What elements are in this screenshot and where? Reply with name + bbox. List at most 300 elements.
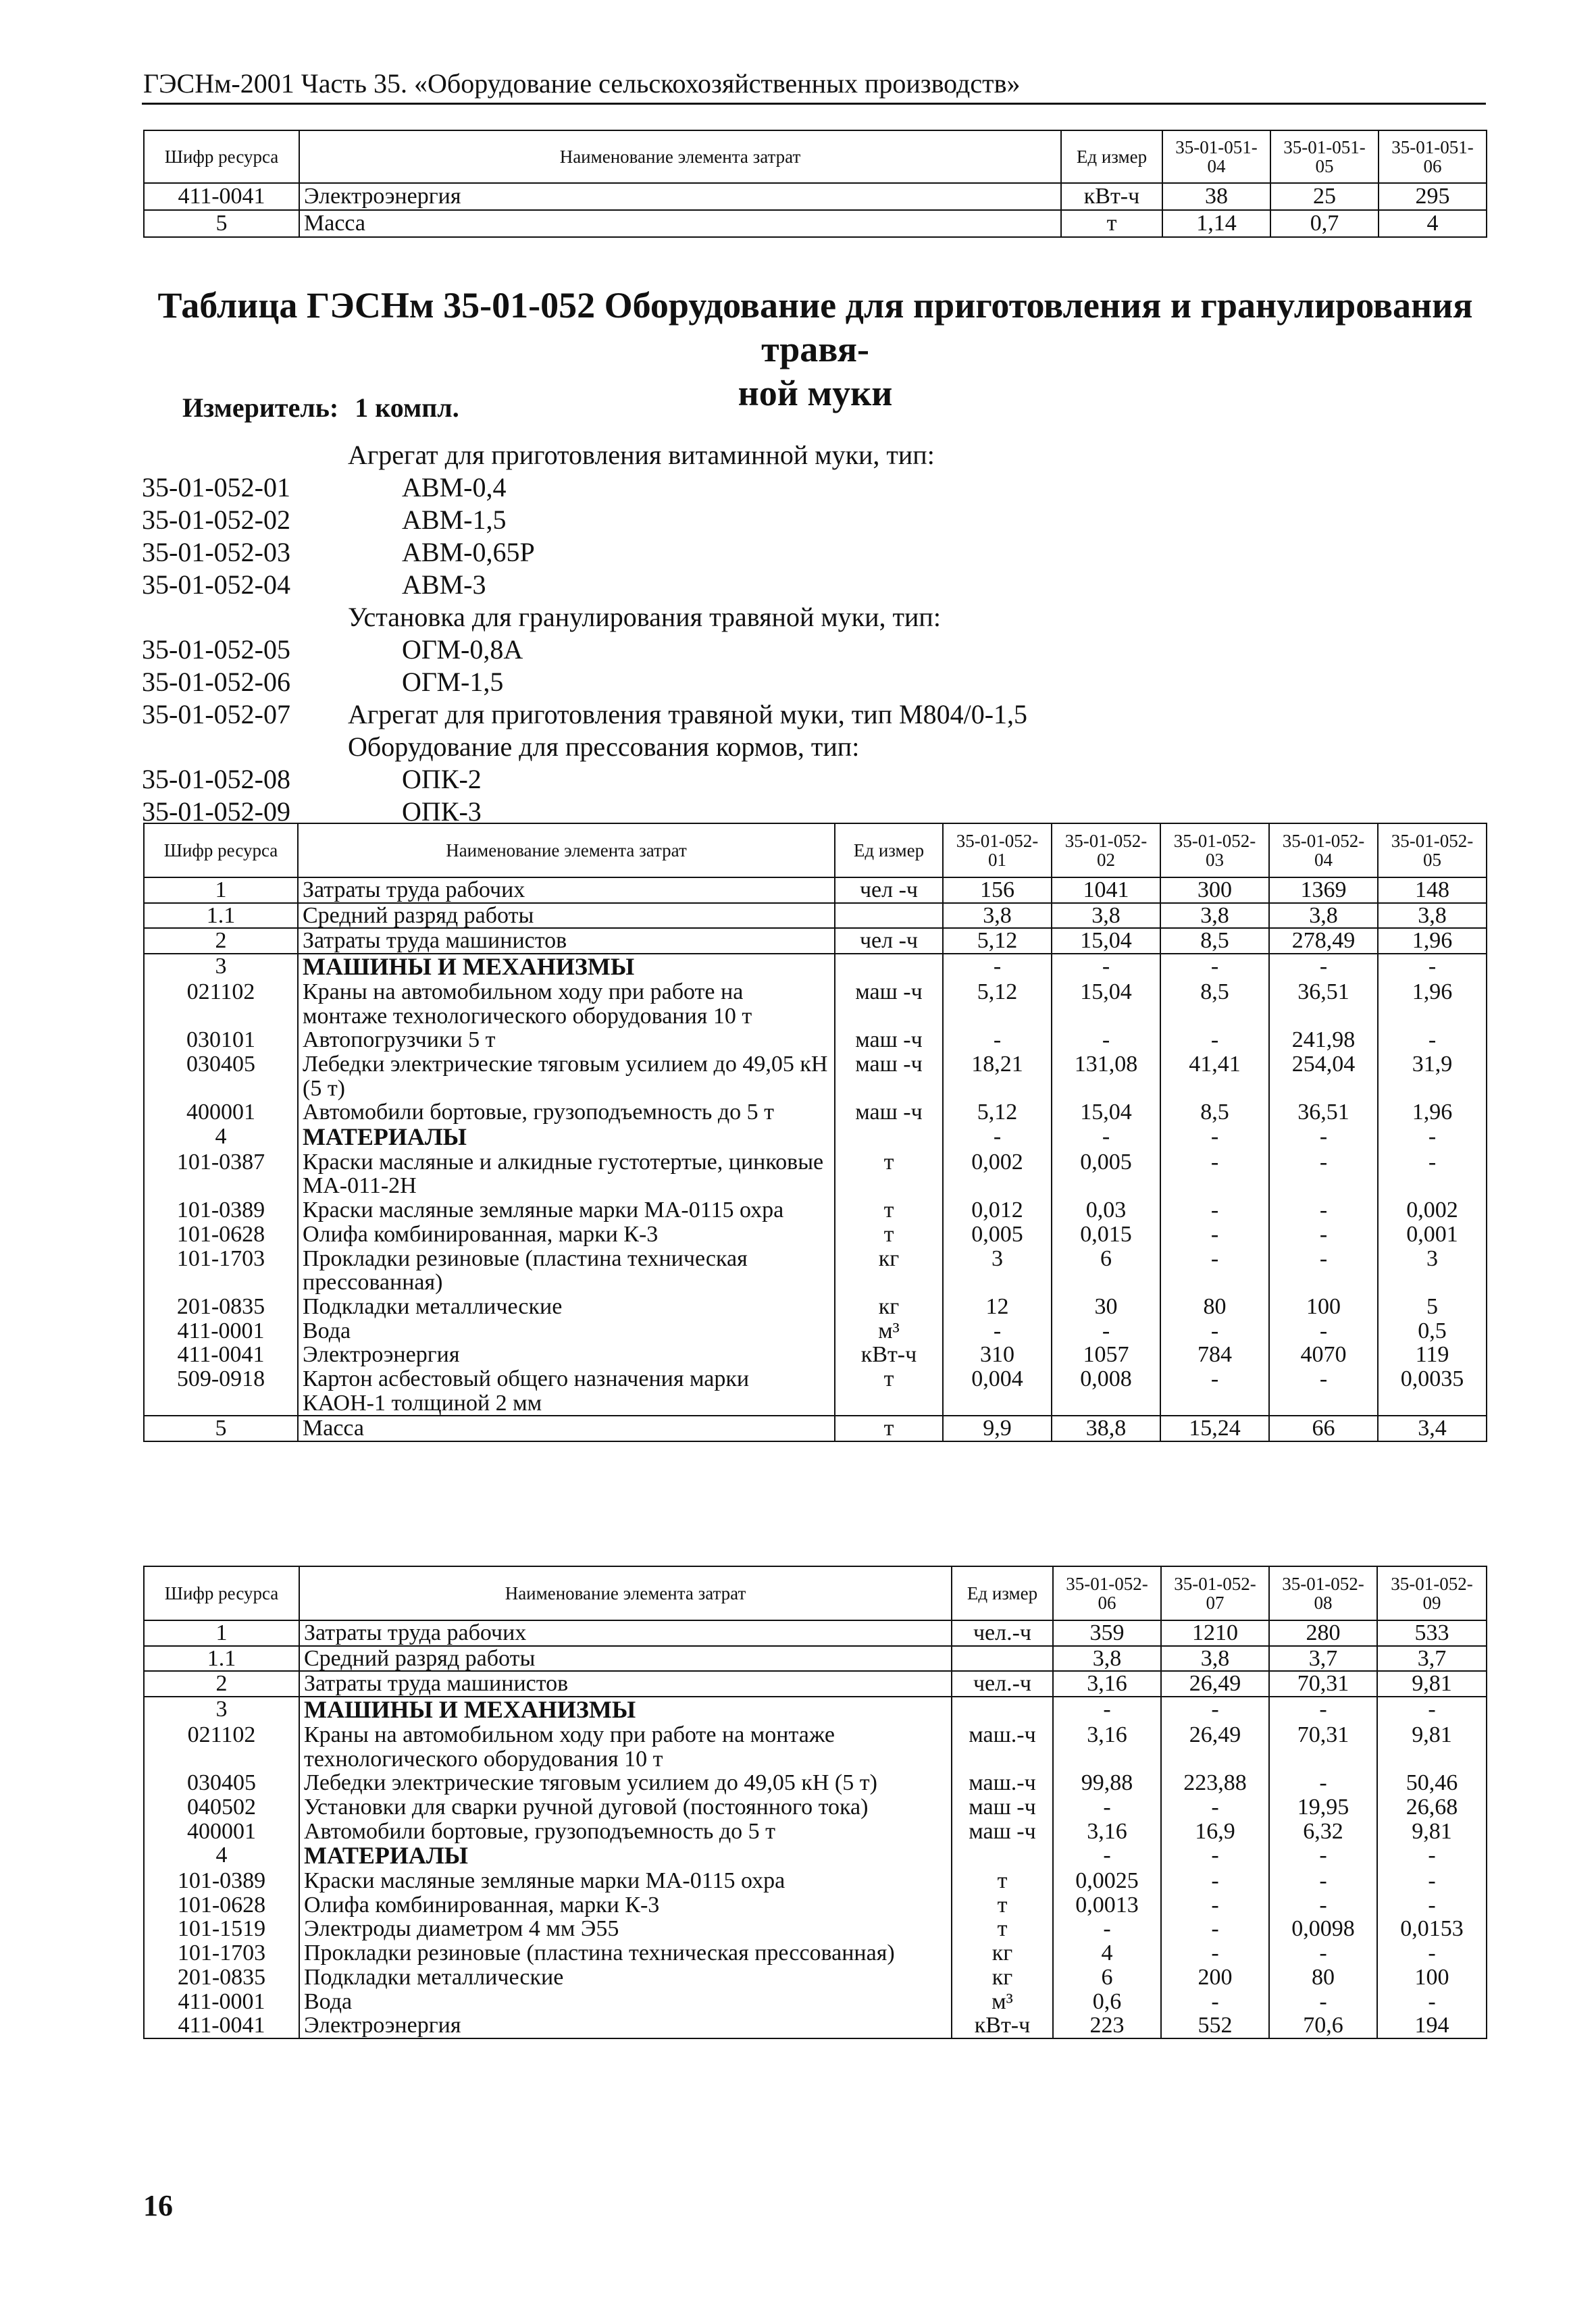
resource-value: 41,41 — [1160, 1052, 1269, 1100]
resource-value: - — [1161, 1917, 1269, 1941]
table-row — [144, 1893, 1487, 1918]
table-row — [144, 1319, 1487, 1343]
resource-code: 101-0389 — [144, 1198, 298, 1223]
col-unit-header: Eд измер — [952, 1566, 1053, 1620]
resource-value: 0,5 — [1378, 1319, 1487, 1343]
resource-value: - — [1161, 1990, 1269, 2014]
resource-value: - — [1269, 1198, 1378, 1223]
resource-name: Олифа комбинированная, марки К-3 — [299, 1893, 952, 1918]
resource-value: 3,16 — [1053, 1820, 1161, 1844]
page-number: 16 — [143, 2189, 173, 2222]
resource-value: - — [1052, 1319, 1160, 1343]
resource-unit: т — [952, 1869, 1053, 1893]
resource-value: - — [1053, 1917, 1161, 1941]
section-title: МАТЕРИАЛЫ — [299, 1843, 952, 1869]
item-text: ОГМ-0,8А — [402, 634, 523, 665]
resource-value: - — [1053, 1843, 1161, 1869]
resource-value: - — [1161, 1843, 1269, 1869]
table-row — [144, 1100, 1487, 1125]
resource-value: 6,32 — [1269, 1820, 1377, 1844]
col-unit-header: Ед измер — [835, 823, 943, 877]
resource-value: - — [1160, 1247, 1269, 1295]
resource-value: 31,9 — [1378, 1052, 1487, 1100]
resource-value: 99,88 — [1053, 1771, 1161, 1795]
resource-unit: кг — [835, 1295, 943, 1319]
resource-name: Средний разряд работы — [298, 903, 835, 929]
table-row — [144, 980, 1487, 1028]
table-row — [144, 1965, 1487, 1990]
col-code-header: Шифр ресурса — [144, 1566, 299, 1620]
table-row — [144, 1295, 1487, 1319]
resource-unit: маш -ч — [835, 1052, 943, 1100]
resource-value: - — [1269, 1771, 1377, 1795]
resource-value: 4 — [1053, 1941, 1161, 1965]
resource-name: Масса — [299, 210, 1061, 237]
resource-value: 16,9 — [1161, 1820, 1269, 1844]
resource-value: 0,0035 — [1378, 1367, 1487, 1416]
resource-value: 5,12 — [943, 928, 1052, 954]
resource-value: - — [1052, 1125, 1160, 1150]
resource-value: - — [1269, 1990, 1377, 2014]
resource-value: 552 — [1161, 2013, 1269, 2038]
resource-value: - — [1269, 1367, 1378, 1416]
section-title: МАШИНЫ И МЕХАНИЗМЫ — [299, 1697, 952, 1723]
resource-name: Прокладки резиновые (пластина техническая прессованная) — [298, 1247, 835, 1295]
resource-value: 70,31 — [1269, 1723, 1377, 1771]
resource-code: 3 — [144, 1697, 299, 1723]
resource-unit: кВт-ч — [952, 2013, 1053, 2038]
resource-unit: чел.-ч — [952, 1671, 1053, 1697]
resource-value: 5 — [1378, 1295, 1487, 1319]
resource-value: - — [1269, 1843, 1377, 1869]
resource-name: Подкладки металлические — [299, 1965, 952, 1990]
col-value-header: 35-01-052-07 — [1161, 1566, 1269, 1620]
resource-value: 3,8 — [1160, 903, 1269, 929]
resource-value: 80 — [1160, 1295, 1269, 1319]
col-value-header: 35-01-052-04 — [1269, 823, 1378, 877]
resource-value: 3,7 — [1377, 1646, 1487, 1672]
resource-value: 30 — [1052, 1295, 1160, 1319]
table-row — [144, 1198, 1487, 1223]
resource-value: - — [1378, 954, 1487, 980]
resource-name: Установки для сварки ручной дуговой (постоянного тока) — [299, 1795, 952, 1820]
resource-value: 3,8 — [1053, 1646, 1161, 1672]
resource-value: 15,04 — [1052, 1100, 1160, 1125]
resource-value: - — [943, 1125, 1052, 1150]
table-row — [144, 1223, 1487, 1247]
resource-value: - — [1052, 1028, 1160, 1052]
resource-unit: т — [835, 1416, 943, 1441]
resource-code: 4 — [144, 1843, 299, 1869]
resource-value: 1369 — [1269, 877, 1378, 903]
table-row — [144, 1671, 1487, 1697]
resource-value: 200 — [1161, 1965, 1269, 1990]
resource-value: 1,14 — [1162, 210, 1270, 237]
resource-value: - — [1377, 1843, 1487, 1869]
item-code: 35-01-052-01 — [142, 472, 290, 503]
resource-value: 119 — [1378, 1343, 1487, 1367]
resource-value: 295 — [1379, 183, 1487, 210]
resource-value: 3,4 — [1378, 1416, 1487, 1441]
resource-value: - — [1160, 1319, 1269, 1343]
resource-value: 4070 — [1269, 1343, 1378, 1367]
resource-value: 1057 — [1052, 1343, 1160, 1367]
resource-value: 3,7 — [1269, 1646, 1377, 1672]
resource-value: 1210 — [1161, 1620, 1269, 1646]
item-text: ОПК-3 — [402, 796, 482, 827]
item-code: 35-01-052-09 — [142, 796, 290, 827]
resource-code: 1.1 — [144, 903, 298, 929]
resource-unit — [952, 1843, 1053, 1869]
resource-value: - — [1160, 1150, 1269, 1198]
resource-value: 5,12 — [943, 980, 1052, 1028]
resource-value: 0,005 — [943, 1223, 1052, 1247]
table-row — [144, 1941, 1487, 1965]
item-text: АВМ-0,65Р — [402, 537, 535, 567]
item-code: 35-01-052-02 — [142, 505, 290, 535]
measure-label: Измеритель: — [182, 392, 339, 423]
table-row — [144, 1820, 1487, 1844]
resource-name: Лебедки электрические тяговым усилием до 49,05 кН (5 т) — [298, 1052, 835, 1100]
resource-code: 101-0387 — [144, 1150, 298, 1198]
resource-value: 0,012 — [943, 1198, 1052, 1223]
table-row — [144, 210, 1487, 237]
resource-unit: кг — [952, 1965, 1053, 1990]
resource-code: 2 — [144, 928, 298, 954]
measure-value: 1 компл. — [355, 392, 459, 423]
resource-value: 38 — [1162, 183, 1270, 210]
resource-code: 101-0389 — [144, 1869, 299, 1893]
resource-code: 201-0835 — [144, 1965, 299, 1990]
resource-unit: чел -ч — [835, 928, 943, 954]
item-code: 35-01-052-03 — [142, 537, 290, 567]
resource-name: Картон асбестовый общего назначения марки КАОН-1 толщиной 2 мм — [298, 1367, 835, 1416]
resource-value: 9,81 — [1377, 1723, 1487, 1771]
resource-code: 411-0041 — [144, 1343, 298, 1367]
table-row — [144, 1150, 1487, 1198]
resource-value: - — [1160, 1223, 1269, 1247]
resource-code: 411-0001 — [144, 1319, 298, 1343]
resource-unit — [952, 1697, 1053, 1723]
resource-value: - — [1052, 954, 1160, 980]
resource-value: 3,16 — [1053, 1671, 1161, 1697]
table-row — [144, 1869, 1487, 1893]
resource-table-1 — [143, 823, 1487, 1442]
top-table — [143, 130, 1487, 238]
resource-code: 2 — [144, 1671, 299, 1697]
resource-value: 0,7 — [1270, 210, 1379, 237]
resource-unit: т — [835, 1198, 943, 1223]
resource-value: 6 — [1052, 1247, 1160, 1295]
resource-name: Электроэнергия — [298, 1343, 835, 1367]
resource-unit: т — [835, 1367, 943, 1416]
resource-value: - — [1160, 954, 1269, 980]
item-code: 35-01-052-07 — [142, 699, 290, 729]
resource-unit: маш.-ч — [952, 1771, 1053, 1795]
resource-name: Затраты труда машинистов — [299, 1671, 952, 1697]
resource-code: 5 — [144, 210, 299, 237]
resource-value: 0,0013 — [1053, 1893, 1161, 1918]
col-value-header: 35-01-052-06 — [1053, 1566, 1161, 1620]
resource-code: 1 — [144, 1620, 299, 1646]
resource-name: Затраты труда рабочих — [298, 877, 835, 903]
resource-value: 280 — [1269, 1620, 1377, 1646]
table-row — [144, 2013, 1487, 2038]
resource-name: Масса — [298, 1416, 835, 1441]
resource-value: - — [1269, 1125, 1378, 1150]
resource-value: 26,49 — [1161, 1671, 1269, 1697]
resource-code: 030101 — [144, 1028, 298, 1052]
resource-value: - — [1053, 1795, 1161, 1820]
resource-code: 021102 — [144, 980, 298, 1028]
resource-value: - — [1269, 954, 1378, 980]
table-row — [144, 1723, 1487, 1771]
resource-name: Краски масляные земляные марки МА-0115 охра — [299, 1869, 952, 1893]
resource-value: 5,12 — [943, 1100, 1052, 1125]
resource-unit: т — [835, 1150, 943, 1198]
resource-value: 19,95 — [1269, 1795, 1377, 1820]
item-code: 35-01-052-05 — [142, 634, 290, 665]
resource-unit — [835, 1125, 943, 1150]
resource-value: 15,04 — [1052, 928, 1160, 954]
resource-unit: т — [952, 1917, 1053, 1941]
resource-value: 156 — [943, 877, 1052, 903]
resource-code: 509-0918 — [144, 1367, 298, 1416]
resource-name: Затраты труда машинистов — [298, 928, 835, 954]
resource-unit: кВт-ч — [1061, 183, 1162, 210]
resource-value: 100 — [1269, 1295, 1378, 1319]
resource-code: 040502 — [144, 1795, 299, 1820]
resource-value: 3,8 — [1378, 903, 1487, 929]
resource-value: 3 — [943, 1247, 1052, 1295]
resource-unit — [835, 903, 943, 929]
resource-unit: чел.-ч — [952, 1620, 1053, 1646]
item-text: АВМ-3 — [402, 569, 486, 600]
resource-value: 784 — [1160, 1343, 1269, 1367]
section-row — [144, 1697, 1487, 1723]
resource-value: 0,0098 — [1269, 1917, 1377, 1941]
col-name-header: Наименование элемента затрат — [299, 1566, 952, 1620]
resource-code: 1 — [144, 877, 298, 903]
resource-value: 131,08 — [1052, 1052, 1160, 1100]
resource-value: - — [943, 954, 1052, 980]
resource-unit: кг — [835, 1247, 943, 1295]
table-row — [144, 1771, 1487, 1795]
col-value-header: 35-01-052-05 — [1378, 823, 1487, 877]
table-row — [144, 1247, 1487, 1295]
table-row — [144, 1052, 1487, 1100]
item-text: АВМ-1,5 — [402, 505, 507, 535]
resource-value: 36,51 — [1269, 980, 1378, 1028]
item-text: ОПК-2 — [402, 764, 482, 794]
resource-unit: маш -ч — [835, 980, 943, 1028]
resource-value: 0,004 — [943, 1367, 1052, 1416]
page-header: ГЭСНм-2001 Часть 35. «Оборудование сельскохозяйственных производств» — [143, 68, 1021, 99]
table-row — [144, 1367, 1487, 1416]
resource-value: 0,03 — [1052, 1198, 1160, 1223]
resource-value: - — [1161, 1941, 1269, 1965]
resource-name: Краски масляные земляные марки МА-0115 охра — [298, 1198, 835, 1223]
resource-value: 254,04 — [1269, 1052, 1378, 1100]
col-name-header: Наименование элемента затрат — [298, 823, 835, 877]
resource-name: Средний разряд работы — [299, 1646, 952, 1672]
resource-name: Автомобили бортовые, грузоподъемность до 5 т — [298, 1100, 835, 1125]
resource-unit: м³ — [952, 1990, 1053, 2014]
resource-unit: т — [952, 1893, 1053, 1918]
resource-value: 148 — [1378, 877, 1487, 903]
item-group-heading: Агрегат для приготовления витаминной муки, тип: — [348, 440, 935, 470]
table-row — [144, 183, 1487, 210]
resource-value: 12 — [943, 1295, 1052, 1319]
resource-value: 15,04 — [1052, 980, 1160, 1028]
resource-value: 9,81 — [1377, 1820, 1487, 1844]
table-row — [144, 1795, 1487, 1820]
resource-name: Электроды диаметром 4 мм Э55 — [299, 1917, 952, 1941]
item-text: Агрегат для приготовления травяной муки, тип М804/0-1,5 — [348, 699, 1028, 729]
resource-code: 3 — [144, 954, 298, 980]
resource-value: 0,001 — [1378, 1223, 1487, 1247]
resource-value: - — [943, 1028, 1052, 1052]
resource-name: Краны на автомобильном ходу при работе на монтаже технологического оборудования 10 т — [298, 980, 835, 1028]
resource-code: 4 — [144, 1125, 298, 1150]
resource-value: - — [1160, 1367, 1269, 1416]
resource-code: 101-1519 — [144, 1917, 299, 1941]
resource-unit: т — [1061, 210, 1162, 237]
resource-value: 4 — [1379, 210, 1487, 237]
item-text: ОГМ-1,5 — [402, 667, 504, 697]
table-row — [144, 903, 1487, 929]
resource-code: 411-0041 — [144, 183, 299, 210]
col-name-header: Наименование элемента затрат — [299, 130, 1061, 183]
measure-line — [182, 392, 459, 423]
resource-name: Краны на автомобильном ходу при работе на монтаже технологического оборудования 10 т — [299, 1723, 952, 1771]
section-title: МАТЕРИАЛЫ — [298, 1125, 835, 1150]
item-group-heading: Установка для гранулирования травяной муки, тип: — [348, 602, 941, 632]
resource-name: Электроэнергия — [299, 2013, 952, 2038]
resource-value: 70,31 — [1269, 1671, 1377, 1697]
resource-value: 50,46 — [1377, 1771, 1487, 1795]
title-line-1: Таблица ГЭСНм 35-01-052 Оборудование для приготовления и гранулирования травя- — [157, 285, 1473, 369]
resource-table-2 — [143, 1566, 1487, 2039]
resource-value: 0,0025 — [1053, 1869, 1161, 1893]
resource-value: 70,6 — [1269, 2013, 1377, 2038]
resource-value: - — [1377, 1697, 1487, 1723]
resource-code: 030405 — [144, 1771, 299, 1795]
resource-name: Лебедки электрические тяговым усилием до 49,05 кН (5 т) — [299, 1771, 952, 1795]
section-row — [144, 954, 1487, 980]
resource-unit — [835, 954, 943, 980]
col-value-header: 35-01-052-08 — [1269, 1566, 1377, 1620]
resource-value: 223 — [1053, 2013, 1161, 2038]
resource-value: 533 — [1377, 1620, 1487, 1646]
resource-value: 1,96 — [1378, 928, 1487, 954]
resource-code: 101-0628 — [144, 1893, 299, 1918]
resource-unit: м³ — [835, 1319, 943, 1343]
resource-value: - — [1269, 1893, 1377, 1918]
resource-value: - — [1377, 1990, 1487, 2014]
resource-code: 411-0041 — [144, 2013, 299, 2038]
resource-value: - — [1160, 1125, 1269, 1150]
col-value-header: 35-01-052-02 — [1052, 823, 1160, 877]
section-row — [144, 1843, 1487, 1869]
resource-value: - — [1053, 1697, 1161, 1723]
resource-value: 3,8 — [1052, 903, 1160, 929]
resource-value: 9,9 — [943, 1416, 1052, 1441]
resource-value: 80 — [1269, 1965, 1377, 1990]
col-value-header: 35-01-051-04 — [1162, 130, 1270, 183]
resource-unit: маш -ч — [952, 1795, 1053, 1820]
resource-code: 101-1703 — [144, 1941, 299, 1965]
resource-unit: маш -ч — [835, 1100, 943, 1125]
item-text: АВМ-0,4 — [402, 472, 507, 503]
resource-value: - — [1269, 1150, 1378, 1198]
resource-code: 5 — [144, 1416, 298, 1441]
resource-value: - — [1377, 1893, 1487, 1918]
resource-value: 3,8 — [1161, 1646, 1269, 1672]
resource-value: 3,8 — [943, 903, 1052, 929]
resource-value: 194 — [1377, 2013, 1487, 2038]
resource-value: 310 — [943, 1343, 1052, 1367]
resource-value: 8,5 — [1160, 928, 1269, 954]
table-row — [144, 1416, 1487, 1441]
resource-value: 1041 — [1052, 877, 1160, 903]
resource-value: 8,5 — [1160, 1100, 1269, 1125]
col-value-header: 35-01-052-03 — [1160, 823, 1269, 877]
resource-value: - — [1161, 1795, 1269, 1820]
resource-unit: чел -ч — [835, 877, 943, 903]
resource-code: 1.1 — [144, 1646, 299, 1672]
resource-name: Автопогрузчики 5 т — [298, 1028, 835, 1052]
resource-name: Краски масляные и алкидные густотертые, цинковые МА-011-2Н — [298, 1150, 835, 1198]
section-title: МАШИНЫ И МЕХАНИЗМЫ — [298, 954, 835, 980]
title-line-2: ной муки — [738, 372, 893, 413]
resource-value: 0,0153 — [1377, 1917, 1487, 1941]
resource-value: 0,002 — [1378, 1198, 1487, 1223]
resource-value: 38,8 — [1052, 1416, 1160, 1441]
resource-unit: кг — [952, 1941, 1053, 1965]
resource-value: 0,005 — [1052, 1150, 1160, 1198]
resource-value: 1,96 — [1378, 1100, 1487, 1125]
col-value-header: 35-01-052-01 — [943, 823, 1052, 877]
resource-value: 223,88 — [1161, 1771, 1269, 1795]
resource-name: Вода — [298, 1319, 835, 1343]
col-value-header: 35-01-052-09 — [1377, 1566, 1487, 1620]
item-code: 35-01-052-06 — [142, 667, 290, 697]
col-value-header: 35-01-051-05 — [1270, 130, 1379, 183]
col-value-header: 35-01-051-06 — [1379, 130, 1487, 183]
resource-value: 0,008 — [1052, 1367, 1160, 1416]
resource-unit: кВт-ч — [835, 1343, 943, 1367]
resource-unit: маш -ч — [835, 1028, 943, 1052]
resource-name: Автомобили бортовые, грузоподъемность до 5 т — [299, 1820, 952, 1844]
resource-value: 0,002 — [943, 1150, 1052, 1198]
resource-code: 101-0628 — [144, 1223, 298, 1247]
resource-code: 021102 — [144, 1723, 299, 1771]
resource-value: - — [1269, 1247, 1378, 1295]
resource-unit: т — [835, 1223, 943, 1247]
resource-value: 8,5 — [1160, 980, 1269, 1028]
resource-value: 359 — [1053, 1620, 1161, 1646]
resource-value: 1,96 — [1378, 980, 1487, 1028]
resource-code: 201-0835 — [144, 1295, 298, 1319]
resource-unit: маш.-ч — [952, 1723, 1053, 1771]
col-code-header: Шифр ресурса — [144, 130, 299, 183]
col-unit-header: Eд измер — [1061, 130, 1162, 183]
table-row — [144, 928, 1487, 954]
resource-value: 9,81 — [1377, 1671, 1487, 1697]
resource-value: - — [1269, 1223, 1378, 1247]
resource-value: 15,24 — [1160, 1416, 1269, 1441]
